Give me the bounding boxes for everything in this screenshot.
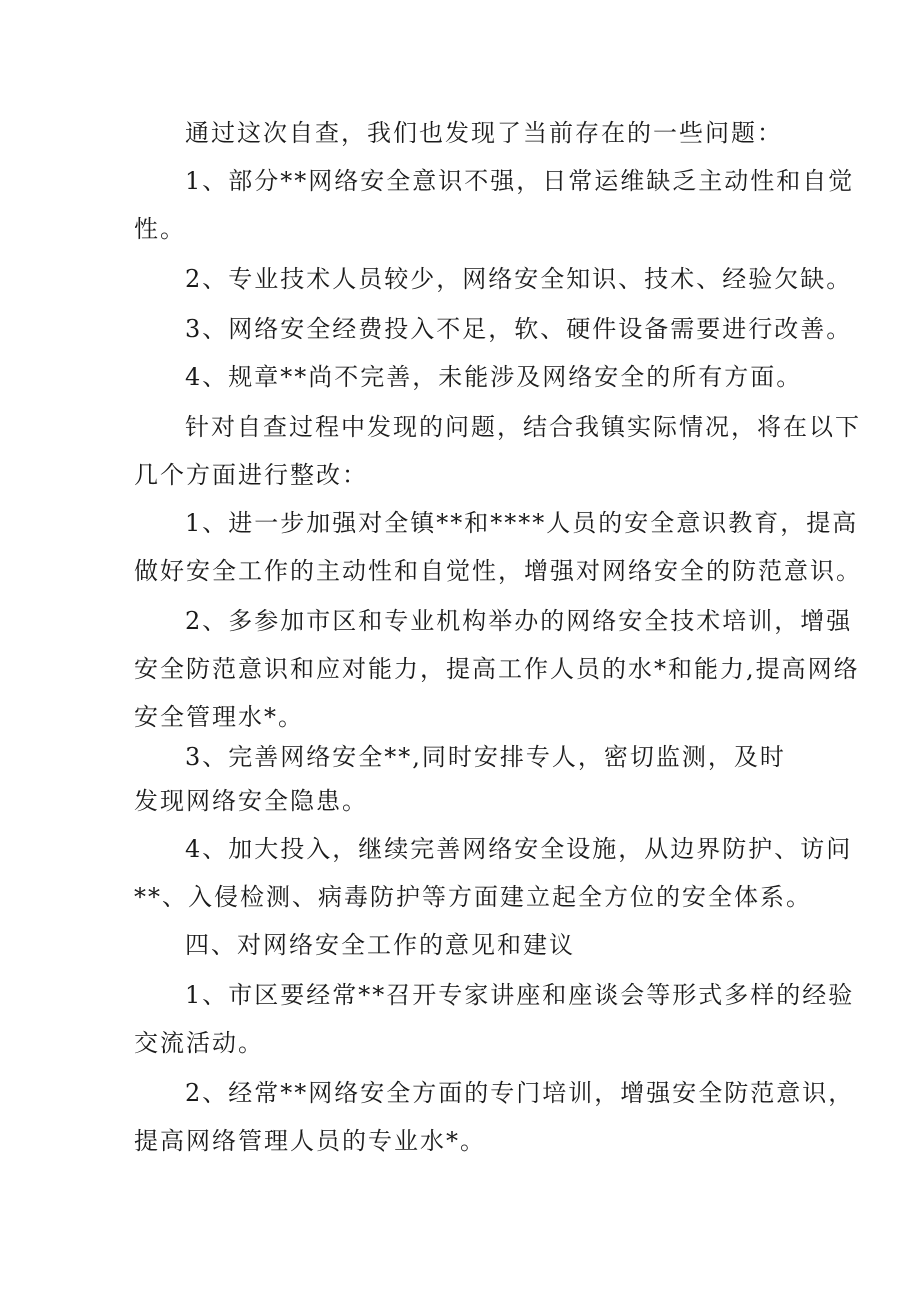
text-line: 交流活动。 [134,1029,264,1057]
text-line: 安全管理水*。 [134,703,304,731]
text-line: 性。 [134,215,186,243]
text-line: 4、规章**尚不完善，未能涉及网络安全的所有方面。 [185,363,803,391]
text-line: 1、部分**网络安全意识不强，日常运维缺乏主动性和自觉 [185,167,855,195]
text-line: 1、市区要经常**召开专家讲座和座谈会等形式多样的经验 [185,981,855,1009]
text-line: 发现网络安全隐患。 [134,787,368,815]
text-line: 针对自查过程中发现的问题，结合我镇实际情况，将在以下 [185,413,861,441]
text-line: 3、网络安全经费投入不足，软、硬件设备需要进行改善。 [185,315,853,343]
text-line: 1、进一步加强对全镇**和****人员的安全意识教育，提高 [185,509,859,537]
text-line: 提高网络管理人员的专业水*。 [134,1127,486,1155]
text-line: **、入侵检测、病毒防护等方面建立起全方位的安全体系。 [134,883,812,911]
text-line: 4、加大投入，继续完善网络安全设施，从边界防护、访问 [185,835,853,863]
text-line: 2、专业技术人员较少，网络安全知识、技术、经验欠缺。 [185,265,853,293]
section-heading: 四、对网络安全工作的意见和建议 [185,931,575,959]
text-line: 3、完善网络安全**,同时安排专人，密切监测，及时 [185,743,786,771]
text-line: 2、经常**网络安全方面的专门培训，增强安全防范意识， [185,1079,855,1107]
text-line: 2、多参加市区和专业机构举办的网络安全技术培训，增强 [185,607,853,635]
text-line: 几个方面进行整改： [134,461,368,489]
text-line: 安全防范意识和应对能力，提高工作人员的水*和能力,提高网络 [134,655,860,683]
text-line: 通过这次自查，我们也发现了当前存在的一些问题： [185,119,783,147]
text-line: 做好安全工作的主动性和自觉性，增强对网络安全的防范意识。 [134,557,862,585]
